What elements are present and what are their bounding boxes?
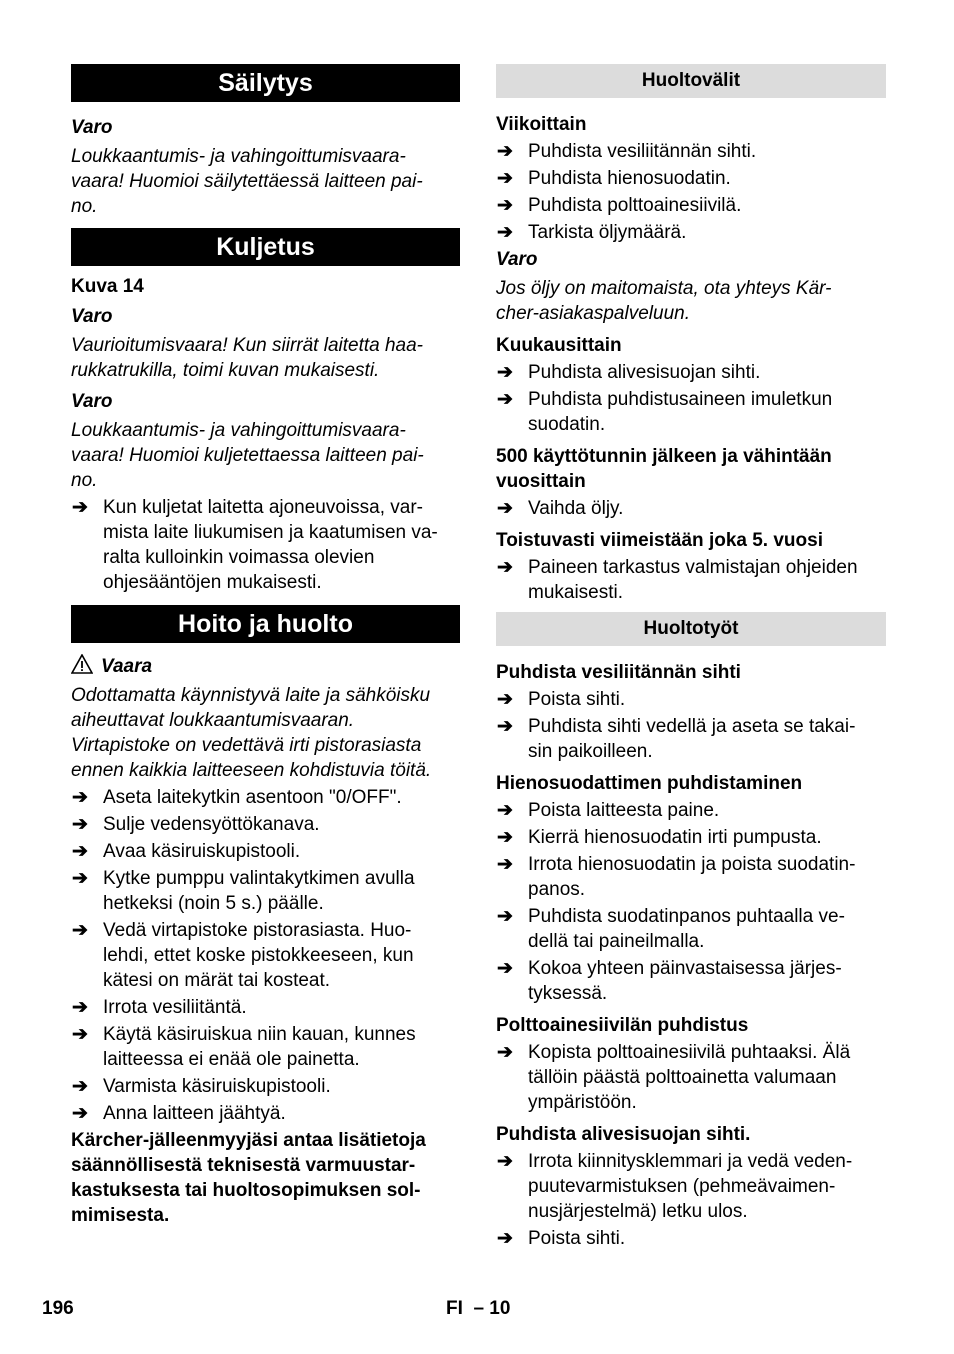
- list-item-text: Varmista käsiruiskupistooli.: [103, 1076, 331, 1097]
- left-column: [71, 64, 460, 1228]
- list-item-text: Kopista polttoainesiivilä puhtaaksi. Älä tällöin päästä polttoainetta valumaan ympäristöön.: [528, 1042, 851, 1113]
- arrow-right-icon: ➔: [497, 362, 513, 383]
- list-item-text: Kierrä hienosuodatin irti pumpusta.: [528, 827, 822, 848]
- arrow-right-icon: ➔: [72, 920, 88, 941]
- low-water-list: [496, 1149, 886, 1251]
- arrow-right-icon: ➔: [72, 1103, 88, 1124]
- page-reference: – 10: [473, 1298, 511, 1319]
- list-item: [71, 1022, 460, 1072]
- care-list: [71, 785, 460, 1126]
- sieve-list: [496, 687, 886, 764]
- subheading-five-years: Toistuvasti viimeistään joka 5. vuosi: [496, 530, 823, 551]
- language-code: FI: [446, 1298, 463, 1319]
- list-item: [71, 785, 460, 810]
- list-item-text: Vaihda öljy.: [528, 498, 624, 519]
- list-item: [496, 139, 886, 164]
- list-item: [496, 687, 886, 712]
- arrow-right-icon: ➔: [72, 1076, 88, 1097]
- fuel-list: [496, 1040, 886, 1115]
- list-item: [496, 956, 886, 1006]
- arrow-right-icon: ➔: [72, 787, 88, 808]
- section-title-works: Huoltotyöt: [496, 612, 886, 646]
- list-item-text: Aseta laitekytkin asentoon "0/OFF".: [103, 787, 402, 808]
- list-item: [496, 1149, 886, 1224]
- section-title-intervals: Huoltovälit: [496, 64, 886, 98]
- arrow-right-icon: ➔: [497, 827, 513, 848]
- list-item: [496, 825, 886, 850]
- list-item-text: Irrota vesiliitäntä.: [103, 997, 247, 1018]
- arrow-right-icon: ➔: [497, 716, 513, 737]
- arrow-right-icon: ➔: [72, 841, 88, 862]
- page-footer: [0, 1298, 954, 1322]
- fine-filter-list: [496, 798, 886, 1006]
- list-item-text: Tarkista öljymäärä.: [528, 222, 687, 243]
- list-item: [71, 1074, 460, 1099]
- list-item: [71, 812, 460, 837]
- section-title-storage: Säilytys: [71, 64, 460, 102]
- subheading-500-hours: 500 käyttötunnin jälkeen ja vähintään vuosittain: [496, 446, 832, 492]
- arrow-right-icon: ➔: [497, 958, 513, 979]
- list-item: [496, 193, 886, 218]
- arrow-right-icon: ➔: [497, 1151, 513, 1172]
- subheading-weekly: Viikoittain: [496, 114, 587, 135]
- list-item-text: Puhdista sihti vedellä ja aseta se takai- sin paikoilleen.: [528, 716, 856, 762]
- arrow-right-icon: ➔: [497, 498, 513, 519]
- list-item: [496, 360, 886, 385]
- subheading-monthly: Kuukausittain: [496, 335, 622, 356]
- arrow-right-icon: ➔: [497, 1228, 513, 1249]
- monthly-list: [496, 360, 886, 437]
- list-item-text: Puhdista alivesisuojan sihti.: [528, 362, 761, 383]
- warning-text: Jos öljy on maitomaista, ota yhteys Kär- cher-asiakaspalveluun.: [496, 278, 832, 324]
- arrow-right-icon: ➔: [497, 141, 513, 162]
- list-item: [496, 798, 886, 823]
- warning-text: Vaurioitumisvaara! Kun siirrät laitetta haa- rukkatrukilla, toimi kuvan mukaisesti.: [71, 335, 424, 381]
- hours-list: [496, 496, 886, 521]
- danger-text: Odottamatta käynnistyvä laite ja sähköisku aiheuttavat loukkaantumisvaaran. Virtapistoke on vedettävä irti pistorasiasta ennen kaikkia laitteeseen kohdistuvia töitä.: [71, 685, 432, 781]
- list-item-text: Kokoa yhteen päinvastaisessa järjes- tyksessä.: [528, 958, 842, 1004]
- list-item-text: Käytä käsiruiskua niin kauan, kunnes laitteessa ei enää ole painetta.: [103, 1024, 416, 1070]
- list-item: [496, 1226, 886, 1251]
- arrow-right-icon: ➔: [497, 800, 513, 821]
- arrow-right-icon: ➔: [497, 195, 513, 216]
- list-item: [496, 166, 886, 191]
- danger-label: [71, 654, 460, 679]
- list-item-text: Irrota kiinnitysklemmari ja vedä veden- puutevarmistuksen (pehmeävaimen- nusjärjestelmä) letku ulos.: [528, 1151, 853, 1222]
- section-title-care: Hoito ja huolto: [71, 605, 460, 643]
- subheading-low-water-sieve: Puhdista alivesisuojan sihti.: [496, 1124, 751, 1145]
- five-years-list: [496, 555, 886, 605]
- list-item: [496, 852, 886, 902]
- warning-label: Varo: [496, 249, 538, 270]
- list-item: [71, 1101, 460, 1126]
- subheading-fuel-strainer: Polttoainesiivilän puhdistus: [496, 1015, 749, 1036]
- warning-triangle-icon: [71, 654, 93, 674]
- weekly-list: [496, 139, 886, 245]
- list-item: [496, 496, 886, 521]
- list-item: [71, 866, 460, 916]
- subheading-fine-filter: Hienosuodattimen puhdistaminen: [496, 773, 803, 794]
- list-item-text: Poista sihti.: [528, 689, 626, 710]
- list-item-text: Puhdista puhdistusaineen imuletkun suodatin.: [528, 389, 833, 435]
- list-item-text: Avaa käsiruiskupistooli.: [103, 841, 301, 862]
- transport-list: [71, 495, 460, 595]
- section-title-transport: Kuljetus: [71, 228, 460, 266]
- list-item-text: Irrota hienosuodatin ja poista suodatin- panos.: [528, 854, 856, 900]
- list-item-text: Sulje vedensyöttökanava.: [103, 814, 320, 835]
- list-item-text: Puhdista hienosuodatin.: [528, 168, 731, 189]
- warning-label: Varo: [71, 306, 113, 327]
- arrow-right-icon: ➔: [72, 497, 88, 518]
- arrow-right-icon: ➔: [72, 814, 88, 835]
- right-column: [496, 64, 886, 1251]
- page-number: 196: [42, 1298, 74, 1319]
- subheading-sieve: Puhdista vesiliitännän sihti: [496, 662, 741, 683]
- list-item: [496, 714, 886, 764]
- figure-reference: Kuva 14: [71, 276, 144, 297]
- list-item: [496, 220, 886, 245]
- list-item-text: Puhdista suodatinpanos puhtaalla ve- dellä tai paineilmalla.: [528, 906, 845, 952]
- warning-label: Varo: [71, 391, 113, 412]
- warning-text: Loukkaantumis- ja vahingoittumisvaara- vaara! Huomioi säilytettäessä laitteen pai- no.: [71, 146, 423, 217]
- list-item-text: Kytke pumppu valintakytkimen avulla hetkeksi (noin 5 s.) päälle.: [103, 868, 415, 914]
- arrow-right-icon: ➔: [497, 854, 513, 875]
- arrow-right-icon: ➔: [72, 997, 88, 1018]
- list-item-text: Poista laitteesta paine.: [528, 800, 720, 821]
- danger-label-text: Vaara: [101, 656, 153, 677]
- list-item-text: Vedä virtapistoke pistorasiasta. Huo- lehdi, ettet koske pistokkeeseen, kun kätesi on märät tai kosteat.: [103, 920, 414, 991]
- arrow-right-icon: ➔: [72, 868, 88, 889]
- arrow-right-icon: ➔: [497, 1042, 513, 1063]
- warning-label: Varo: [71, 117, 113, 138]
- arrow-right-icon: ➔: [497, 557, 513, 578]
- list-item-text: Anna laitteen jäähtyä.: [103, 1103, 286, 1124]
- list-item: [71, 839, 460, 864]
- arrow-right-icon: ➔: [497, 389, 513, 410]
- footer-language: [446, 1298, 510, 1320]
- list-item-text: Poista sihti.: [528, 1228, 626, 1249]
- list-item: [496, 387, 886, 437]
- list-item-text: Puhdista vesiliitännän sihti.: [528, 141, 757, 162]
- list-item: [496, 555, 886, 605]
- dealer-note: Kärcher-jälleenmyyjäsi antaa lisätietoja säännöllisestä teknisestä varmuustar- kastuksesta tai huoltosopimuksen sol- mimisesta.: [71, 1130, 426, 1226]
- arrow-right-icon: ➔: [72, 1024, 88, 1045]
- list-item-text: Puhdista polttoainesiivilä.: [528, 195, 742, 216]
- arrow-right-icon: ➔: [497, 222, 513, 243]
- list-item: [496, 904, 886, 954]
- arrow-right-icon: ➔: [497, 168, 513, 189]
- arrow-right-icon: ➔: [497, 906, 513, 927]
- list-item: [71, 995, 460, 1020]
- list-item-text: Paineen tarkastus valmistajan ohjeiden mukaisesti.: [528, 557, 858, 603]
- list-item: [496, 1040, 886, 1115]
- list-item-text: Kun kuljetat laitetta ajoneuvoissa, var- mista laite liukumisen ja kaatumisen va- ralta kulloinkin voimassa olevien ohjesääntöjen mukaisesti.: [103, 497, 438, 593]
- warning-text: Loukkaantumis- ja vahingoittumisvaara- vaara! Huomioi kuljetettaessa laitteen pai- no.: [71, 420, 424, 491]
- list-item: [71, 495, 460, 595]
- arrow-right-icon: ➔: [497, 689, 513, 710]
- list-item: [71, 918, 460, 993]
